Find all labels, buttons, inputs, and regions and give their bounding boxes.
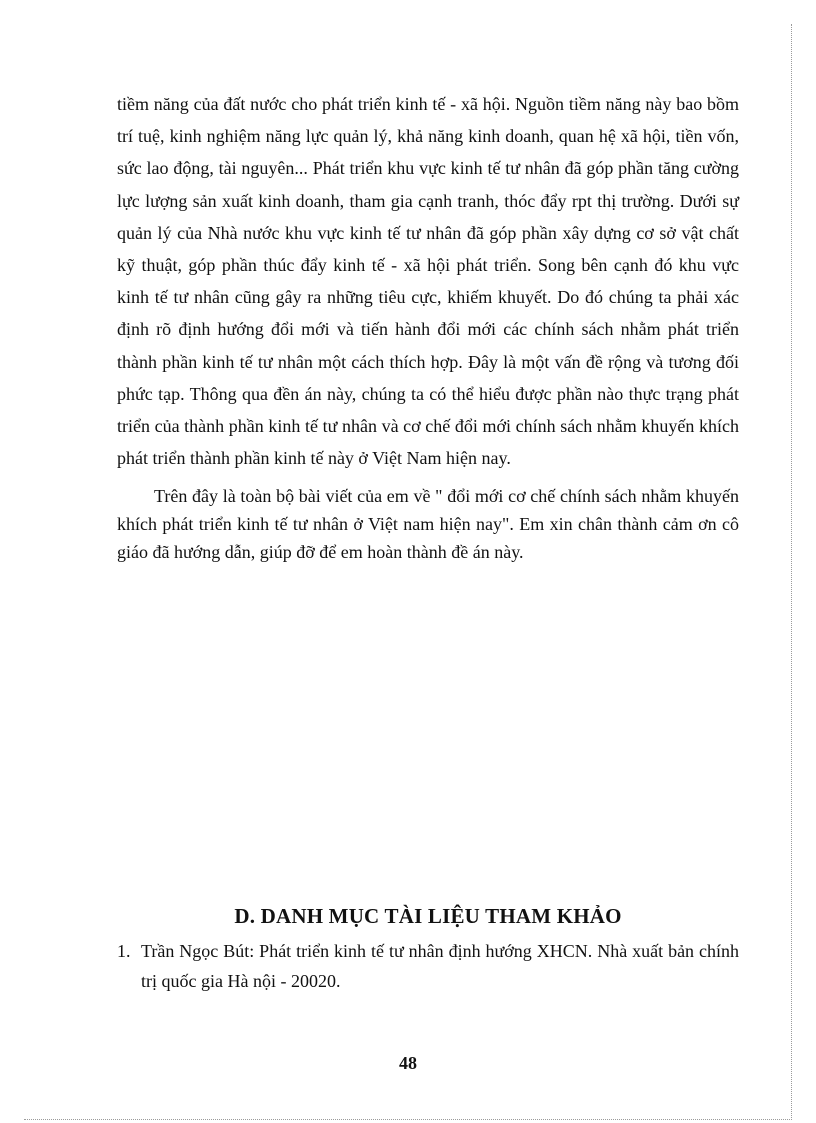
body-paragraph-1: tiềm năng của đất nước cho phát triển kinh tế - xã hội. Nguồn tiềm năng này bao bồm trí tuệ, kinh nghiệm năng lực quản lý, khả năng kinh doanh, quan hệ xã hội, tiền vốn, sức lao động, tài nguyên... Phát triển khu vực kinh tế tư nhân đã góp phần tăng cường lực lượng sản xuất kinh doanh, tham gia cạnh tranh, thóc đẩy rpt thị trường. Dưới sự quản lý của Nhà nước khu vực kinh tế tư nhân đã góp phần xây dựng cơ sở vật chất kỹ thuật, góp phần thúc đẩy kinh tế - xã hội phát triển. Song bên cạnh đó khu vực kinh tế tư nhân cũng gây ra những tiêu cực, khiếm khuyết. Do đó chúng ta phải xác định rõ định hướng đổi mới và tiến hành đổi mới các chính sách nhằm phát triển thành phần kinh tế tư nhân một cách thích hợp. Đây là một vấn đề rộng và tương đối phức tạp. Thông qua đền án này, chúng ta có thể hiểu được phần nào thực trạng phát triển của thành phần kinh tế tư nhân và cơ chế đổi mới chính sách nhằm khuyến khích phát triển thành phần kinh tế này ở Việt Nam hiện nay. xyxy=(117,94,739,469)
reference-number: 1. xyxy=(117,941,131,961)
reference-item xyxy=(117,936,739,996)
page-number: 48 xyxy=(399,1053,417,1073)
body-text xyxy=(117,88,739,566)
references-heading: D. DANH MỤC TÀI LIỆU THAM KHẢO xyxy=(234,904,622,928)
references-list xyxy=(117,936,739,996)
body-paragraph-2: Trên đây là toàn bộ bài viết của em về " đổi mới cơ chế chính sách nhằm khuyến khích phát triển kinh tế tư nhân ở Việt nam hiện nay". Em xin chân thành cảm ơn cô giáo đã hướng dẫn, giúp đỡ để em hoàn thành đề án này. xyxy=(117,486,739,563)
reference-text: Trần Ngọc Bút: Phát triển kinh tế tư nhân định hướng XHCN. Nhà xuất bản chính trị quốc gia Hà nội - 20020. xyxy=(141,941,739,991)
